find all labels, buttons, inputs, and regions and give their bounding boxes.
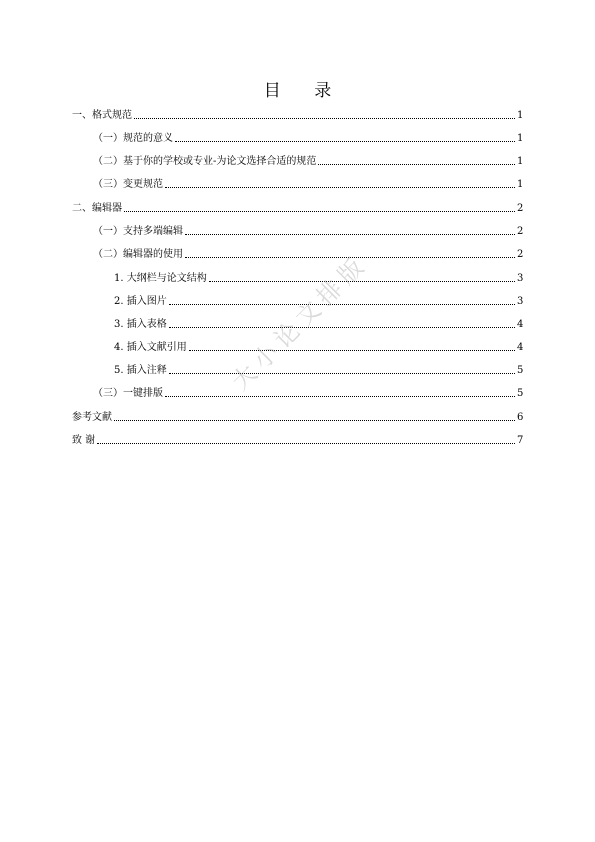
toc-entry-page: 4 (517, 319, 524, 330)
toc-entry-label: 致 谢 (72, 435, 96, 446)
toc-entry-label: （二）编辑器的使用 (93, 249, 183, 260)
toc-entry-page: 3 (517, 296, 524, 307)
toc-leader-dots (185, 233, 515, 235)
toc-entry-label: 2. 插入图片 (114, 296, 167, 307)
toc-entry-page: 2 (517, 226, 524, 237)
toc-entry-1[interactable] (72, 108, 523, 122)
toc-entry-label: 3. 插入表格 (114, 319, 167, 330)
toc-leader-dots (189, 349, 515, 351)
toc-entry-label: （三）变更规范 (93, 179, 163, 190)
toc-leader-dots (134, 117, 515, 119)
toc-leader-dots (97, 442, 515, 444)
toc-entry-label: 参考文献 (72, 412, 112, 423)
toc-leader-dots (318, 163, 515, 165)
toc-leader-dots (165, 395, 515, 397)
watermark: 大小论文排版 (226, 248, 374, 397)
toc-entry-1-2[interactable] (93, 154, 523, 168)
toc-entry-page: 6 (517, 412, 524, 423)
toc-entry-label: 5. 插入注释 (114, 365, 167, 376)
toc-entry-page: 1 (517, 156, 524, 167)
toc-entry-page: 2 (517, 203, 524, 214)
toc-entry-page: 7 (517, 435, 524, 446)
toc-entry-page: 1 (517, 133, 524, 144)
toc-entry-references[interactable] (72, 410, 523, 424)
toc-entry-label: 二、编辑器 (72, 203, 122, 214)
toc-entry-2[interactable] (72, 201, 523, 215)
toc-entry-page: 4 (517, 342, 524, 353)
toc-entry-label: （二）基于你的学校或专业-为论文选择合适的规范 (93, 156, 317, 167)
toc-entry-page: 1 (517, 110, 524, 121)
toc-entry-label: 一、格式规范 (72, 110, 132, 121)
toc-entry-1-1[interactable] (93, 131, 523, 145)
toc-entry-2-2[interactable] (93, 247, 523, 261)
toc-leader-dots (175, 140, 515, 142)
toc-entry-page: 1 (517, 179, 524, 190)
toc-entry-page: 2 (517, 249, 524, 260)
toc-leader-dots (169, 326, 515, 328)
toc-entry-1-3[interactable] (93, 177, 523, 191)
toc-entry-label: （三）一键排版 (93, 388, 163, 399)
toc-leader-dots (124, 210, 515, 212)
toc-leader-dots (169, 372, 515, 374)
toc-entry-label: （一）规范的意义 (93, 133, 173, 144)
toc-entry-acknowledgements[interactable] (72, 433, 523, 447)
toc-leader-dots (165, 186, 515, 188)
toc-entry-2-2-4[interactable] (114, 340, 523, 354)
toc-entry-page: 3 (517, 273, 524, 284)
toc-entry-2-1[interactable] (93, 224, 523, 238)
toc-entry-2-3[interactable] (93, 386, 523, 400)
toc-leader-dots (114, 419, 515, 421)
toc-entry-label: （一）支持多端编辑 (93, 226, 183, 237)
toc-entry-label: 4. 插入文献引用 (114, 342, 187, 353)
toc-entry-page: 5 (517, 388, 524, 399)
toc-title: 目 录 (263, 81, 346, 101)
toc-entry-label: 1. 大纲栏与论文结构 (114, 273, 207, 284)
toc-entry-2-2-5[interactable] (114, 363, 523, 377)
toc-entry-page: 5 (517, 365, 524, 376)
toc-leader-dots (169, 303, 515, 305)
